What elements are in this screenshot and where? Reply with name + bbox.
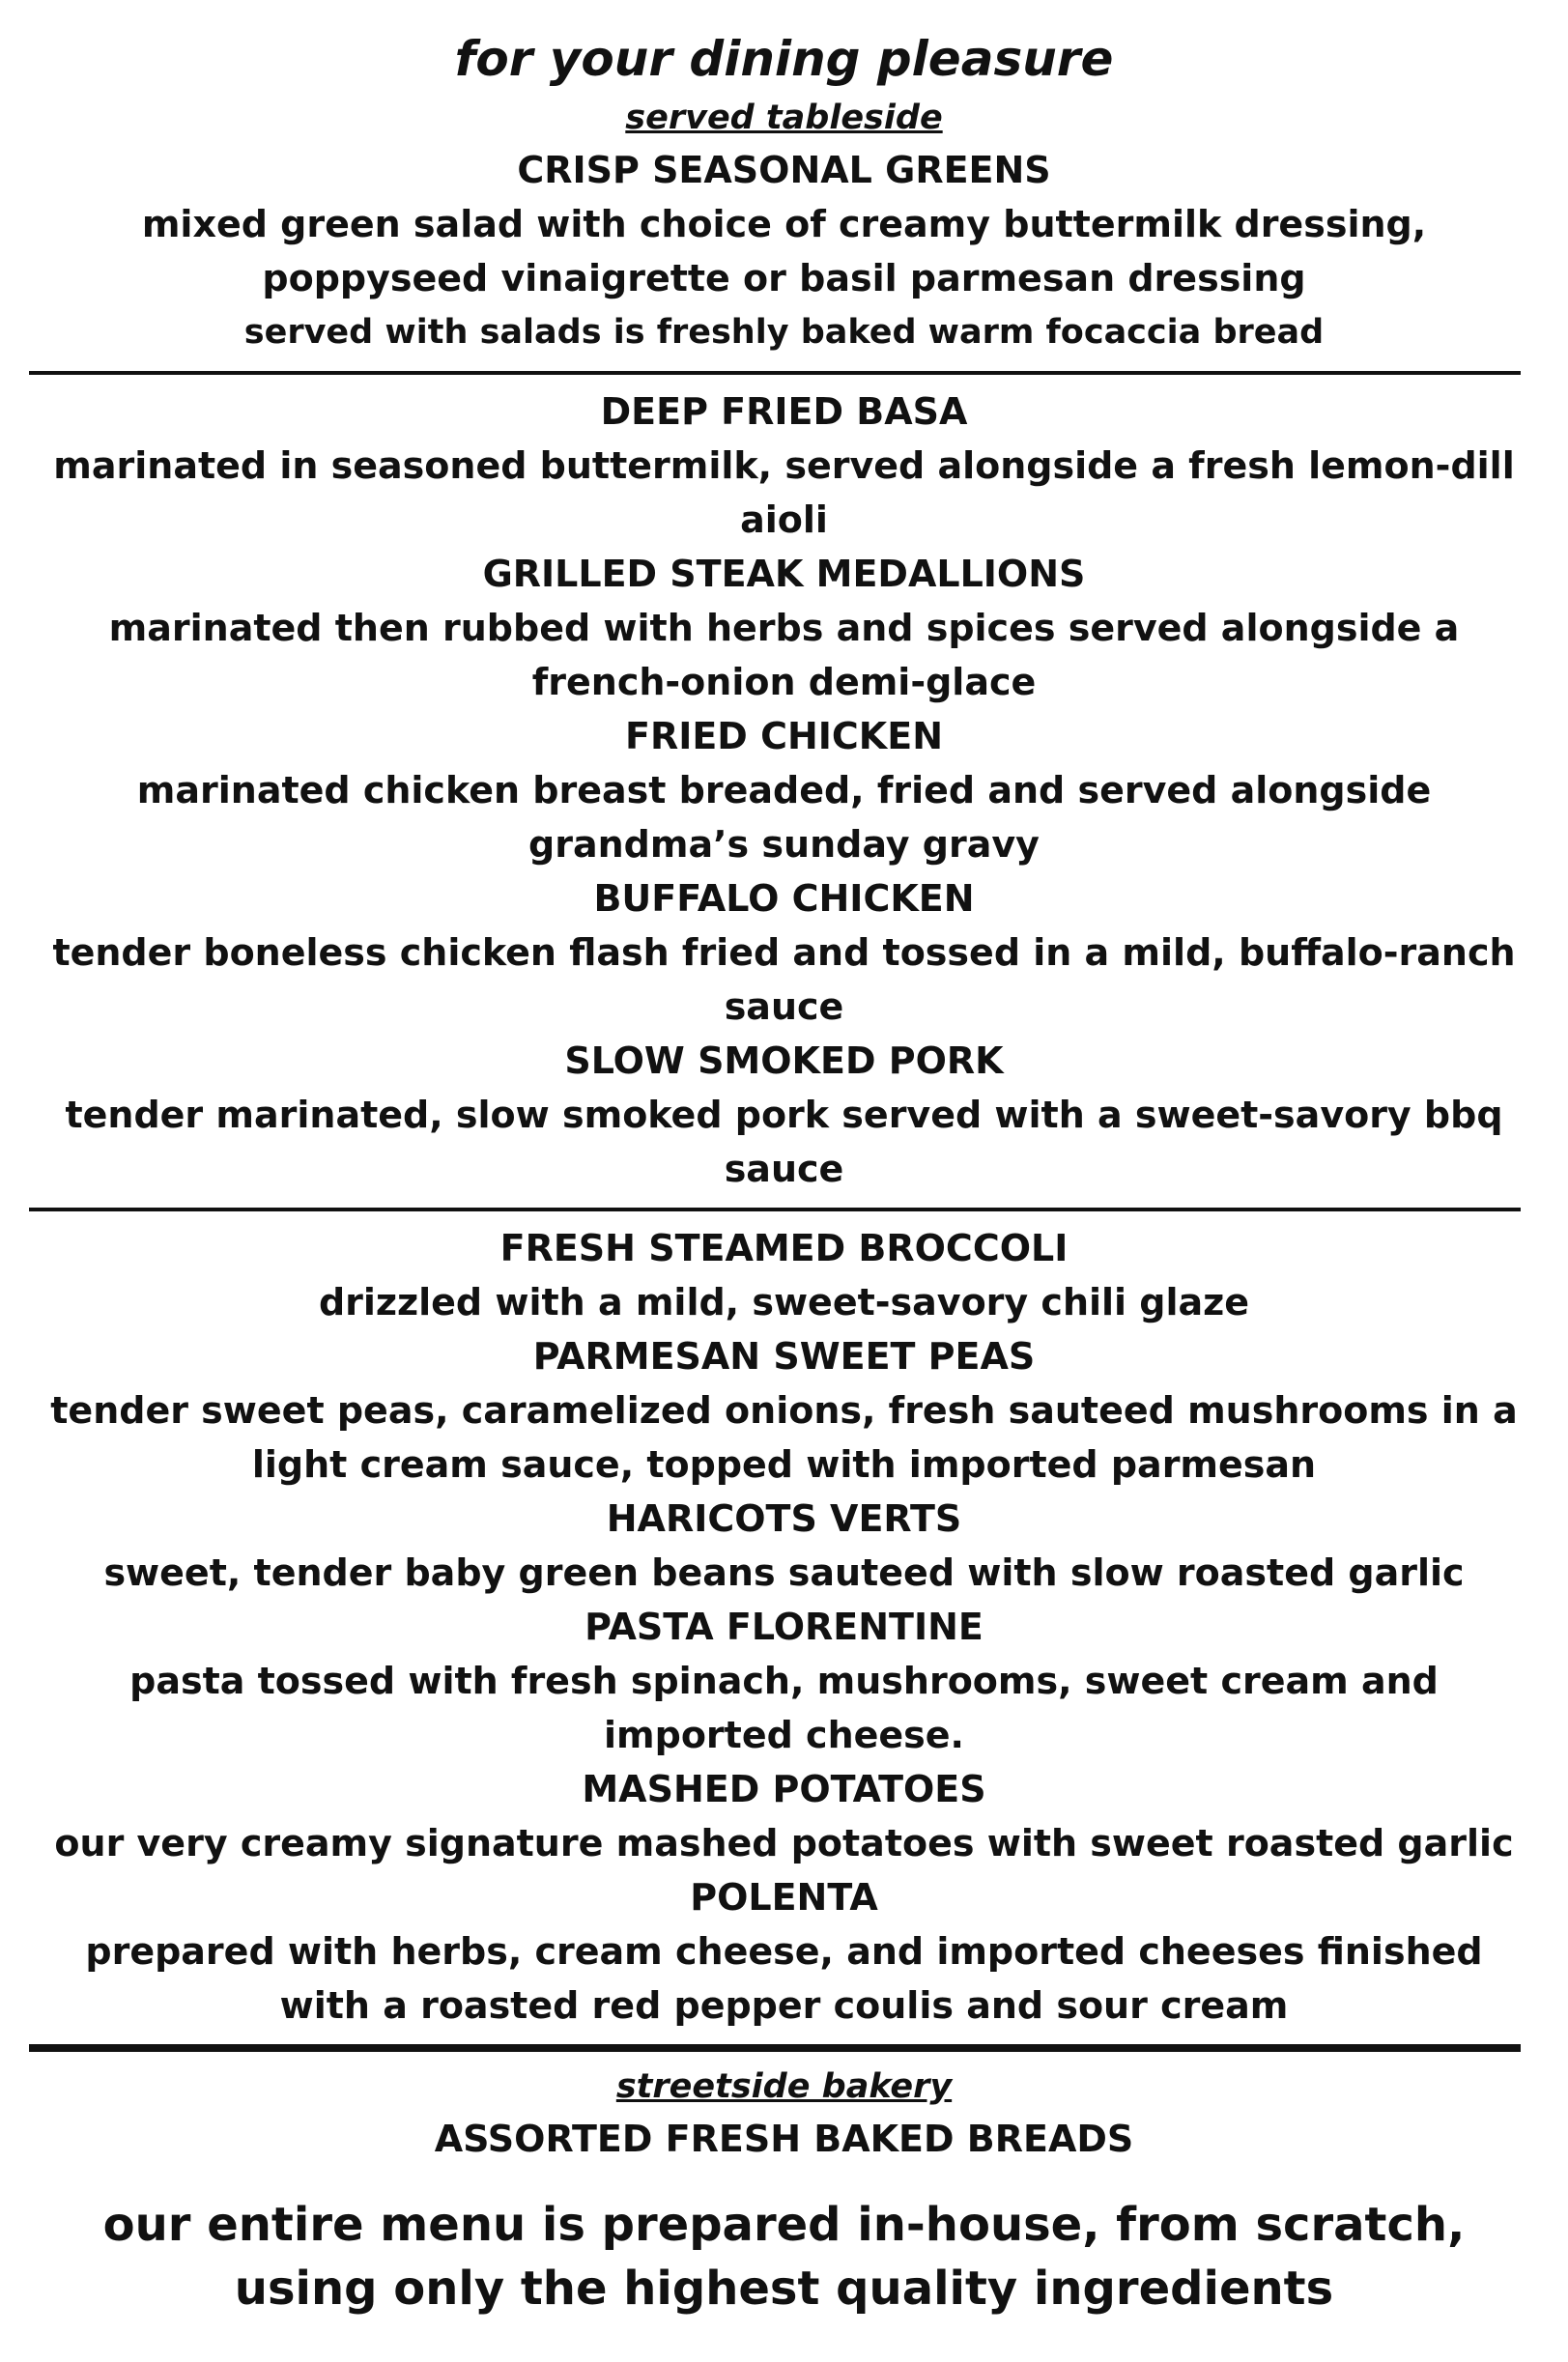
section-label-tableside: served tableside — [625, 99, 943, 137]
entree-description: tender marinated, slow smoked pork served with a sweet-savory bbq sauce — [65, 1094, 1503, 1190]
section-divider-thick — [29, 2044, 1521, 2052]
side-description: pasta tossed with fresh spinach, mushrooms, sweet cream and imported cheese. — [129, 1660, 1439, 1756]
side-description: tender sweet peas, caramelized onions, fresh sauteed mushrooms in a light cream sauce, topped with imported parmesan — [50, 1389, 1518, 1486]
salad-note: served with salads is freshly baked warm focaccia bread — [243, 313, 1325, 352]
side-description: our very creamy signature mashed potatoes with sweet roasted garlic — [54, 1822, 1514, 1864]
entree-description: marinated then rubbed with herbs and spices served alongside a french-onion demi-glace — [108, 607, 1460, 703]
menu-title: for your dining pleasure — [454, 31, 1114, 87]
menu-item-description: mixed green salad with choice of creamy buttermilk dressing, poppyseed vinaigrette or basil parmesan dressing — [141, 203, 1427, 299]
menu-item-name: CRISP SEASONAL GREENS — [517, 149, 1051, 191]
side-description: prepared with herbs, cream cheese, and imported cheeses finished with a roasted red pepper coulis and sour cream — [85, 1930, 1483, 2027]
bakery-section — [29, 2062, 1539, 2166]
side-name: FRESH STEAMED BROCCOLI — [499, 1227, 1069, 1269]
entree-description: marinated chicken breast breaded, fried and served alongside grandma’s sunday gravy — [136, 769, 1432, 866]
side-name: HARICOTS VERTS — [606, 1497, 962, 1540]
entree-name: FRIED CHICKEN — [624, 715, 943, 757]
side-name: PARMESAN SWEET PEAS — [532, 1335, 1036, 1378]
entrees-section — [29, 384, 1539, 1196]
entree-name: GRILLED STEAK MEDALLIONS — [482, 553, 1086, 595]
footer-statement: our entire menu is prepared in-house, from scratch, using only the highest quality ingredients — [102, 2198, 1466, 2316]
entree-description: tender boneless chicken flash fried and tossed in a mild, buffalo-ranch sauce — [52, 931, 1516, 1028]
sides-section — [29, 1221, 1539, 2033]
entree-name: BUFFALO CHICKEN — [593, 877, 975, 920]
section-divider — [29, 1208, 1521, 1211]
section-label-bakery: streetside bakery — [615, 2067, 953, 2106]
entree-name: DEEP FRIED BASA — [600, 390, 968, 433]
entree-name: SLOW SMOKED PORK — [564, 1039, 1004, 1082]
side-name: PASTA FLORENTINE — [584, 1606, 984, 1648]
bakery-item-name: ASSORTED FRESH BAKED BREADS — [434, 2118, 1134, 2160]
salad-section — [29, 93, 1539, 359]
side-description: drizzled with a mild, sweet-savory chili glaze — [318, 1281, 1250, 1323]
section-divider — [29, 371, 1521, 375]
side-name: POLENTA — [690, 1876, 878, 1919]
side-description: sweet, tender baby green beans sauteed with slow roasted garlic — [103, 1551, 1465, 1594]
side-name: MASHED POTATOES — [582, 1768, 986, 1810]
entree-description: marinated in seasoned buttermilk, served alongside a fresh lemon-dill aioli — [53, 444, 1515, 541]
